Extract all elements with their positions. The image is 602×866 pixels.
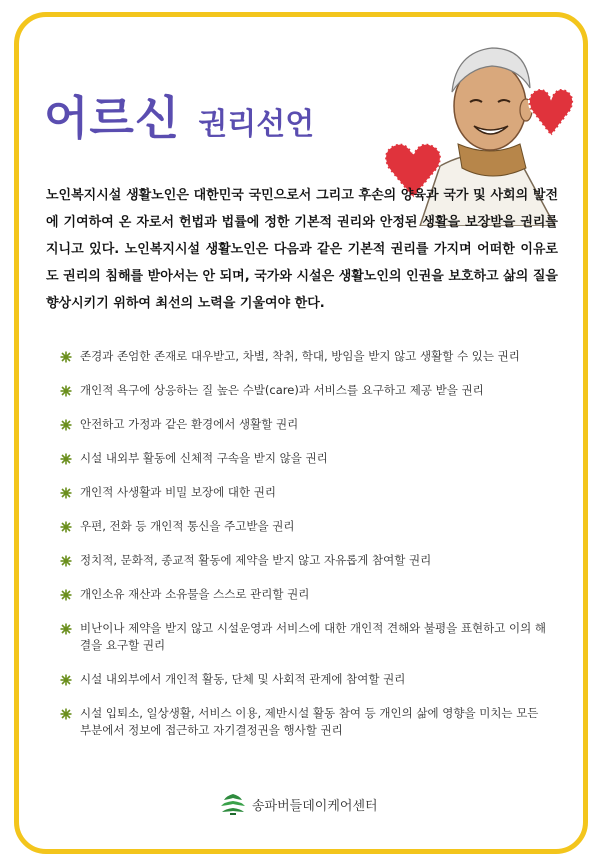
list-item (60, 348, 550, 365)
right-text: 정치적, 문화적, 종교적 활동에 제약을 받지 않고 자유롭게 참여할 권리 (80, 553, 432, 567)
right-text: 개인적 욕구에 상응하는 질 높은 수발(care)과 서비스를 요구하고 제공 받을 권리 (80, 383, 484, 397)
green-flower-bullet-icon (60, 487, 72, 499)
title-sub: 권리선언 (198, 107, 315, 142)
green-flower-bullet-icon (60, 351, 72, 363)
list-item (60, 450, 550, 467)
rights-list (60, 348, 550, 739)
green-flower-bullet-icon (60, 674, 72, 686)
green-flower-bullet-icon (60, 623, 72, 635)
list-item (60, 518, 550, 535)
list-item (60, 671, 550, 688)
list-item (60, 382, 550, 399)
list-item (60, 484, 550, 501)
green-flower-bullet-icon (60, 589, 72, 601)
green-flower-bullet-icon (60, 708, 72, 720)
right-text: 개인적 사생활과 비밀 보장에 대한 권리 (80, 485, 277, 499)
green-flower-bullet-icon (60, 555, 72, 567)
right-text: 안전하고 가정과 같은 환경에서 생활할 권리 (80, 417, 299, 431)
right-text: 존경과 존엄한 존재로 대우받고, 차별, 착취, 학대, 방임을 받지 않고 생활할 수 있는 권리 (80, 349, 520, 363)
right-text: 시설 내외부에서 개인적 활동, 단체 및 사회적 관계에 참여할 권리 (80, 672, 406, 686)
list-item (60, 552, 550, 569)
list-item (60, 620, 550, 654)
green-flower-bullet-icon (60, 453, 72, 465)
green-flower-bullet-icon (60, 419, 72, 431)
title-main: 어르신 (44, 91, 181, 145)
green-flower-bullet-icon (60, 385, 72, 397)
intro-paragraph: 노인복지시설 생활노인은 대한민국 국민으로서 그리고 후손의 양육과 국가 및 사회의 발전에 기여하여 온 자로서 헌법과 법률에 정한 기본적 권리와 안정된 생활을 보장받을 권리를 지니고 있다. 노인복지시설 생활노인은 다음과 같은 기본적 권리를 가지며 어떠한 이유로도 권리의 침해를 받아서는 안 되며, 국가와 시설은 생활노인의 인권을 보호하고 삶의 질을 향상시키기 위하여 최선의 노력을 기울여야 한다. (46, 188, 558, 311)
green-tree-logo-icon (220, 792, 246, 816)
green-flower-bullet-icon (60, 521, 72, 533)
page-title (44, 82, 314, 148)
list-item (60, 586, 550, 603)
org-name: 송파버들데이케어센터 (252, 798, 378, 814)
list-item (60, 705, 550, 739)
footer-logo (220, 792, 378, 816)
right-text: 개인소유 재산과 소유물을 스스로 관리할 권리 (80, 587, 310, 601)
list-item (60, 416, 550, 433)
right-text: 시설 내외부 활동에 신체적 구속을 받지 않을 권리 (80, 451, 328, 465)
right-text: 시설 입퇴소, 일상생활, 서비스 이용, 제반시설 활동 참여 등 개인의 삶에 영향을 미치는 모든 부분에서 정보에 접근하고 자기결정권을 행사할 권리 (80, 706, 539, 737)
right-text: 우편, 전화 등 개인적 통신을 주고받을 권리 (80, 519, 295, 533)
heart-right-icon (528, 86, 574, 138)
right-text: 비난이나 제약을 받지 않고 시설운영과 서비스에 대한 개인적 견해와 불평을 표현하고 이의 해결을 요구할 권리 (80, 621, 547, 652)
